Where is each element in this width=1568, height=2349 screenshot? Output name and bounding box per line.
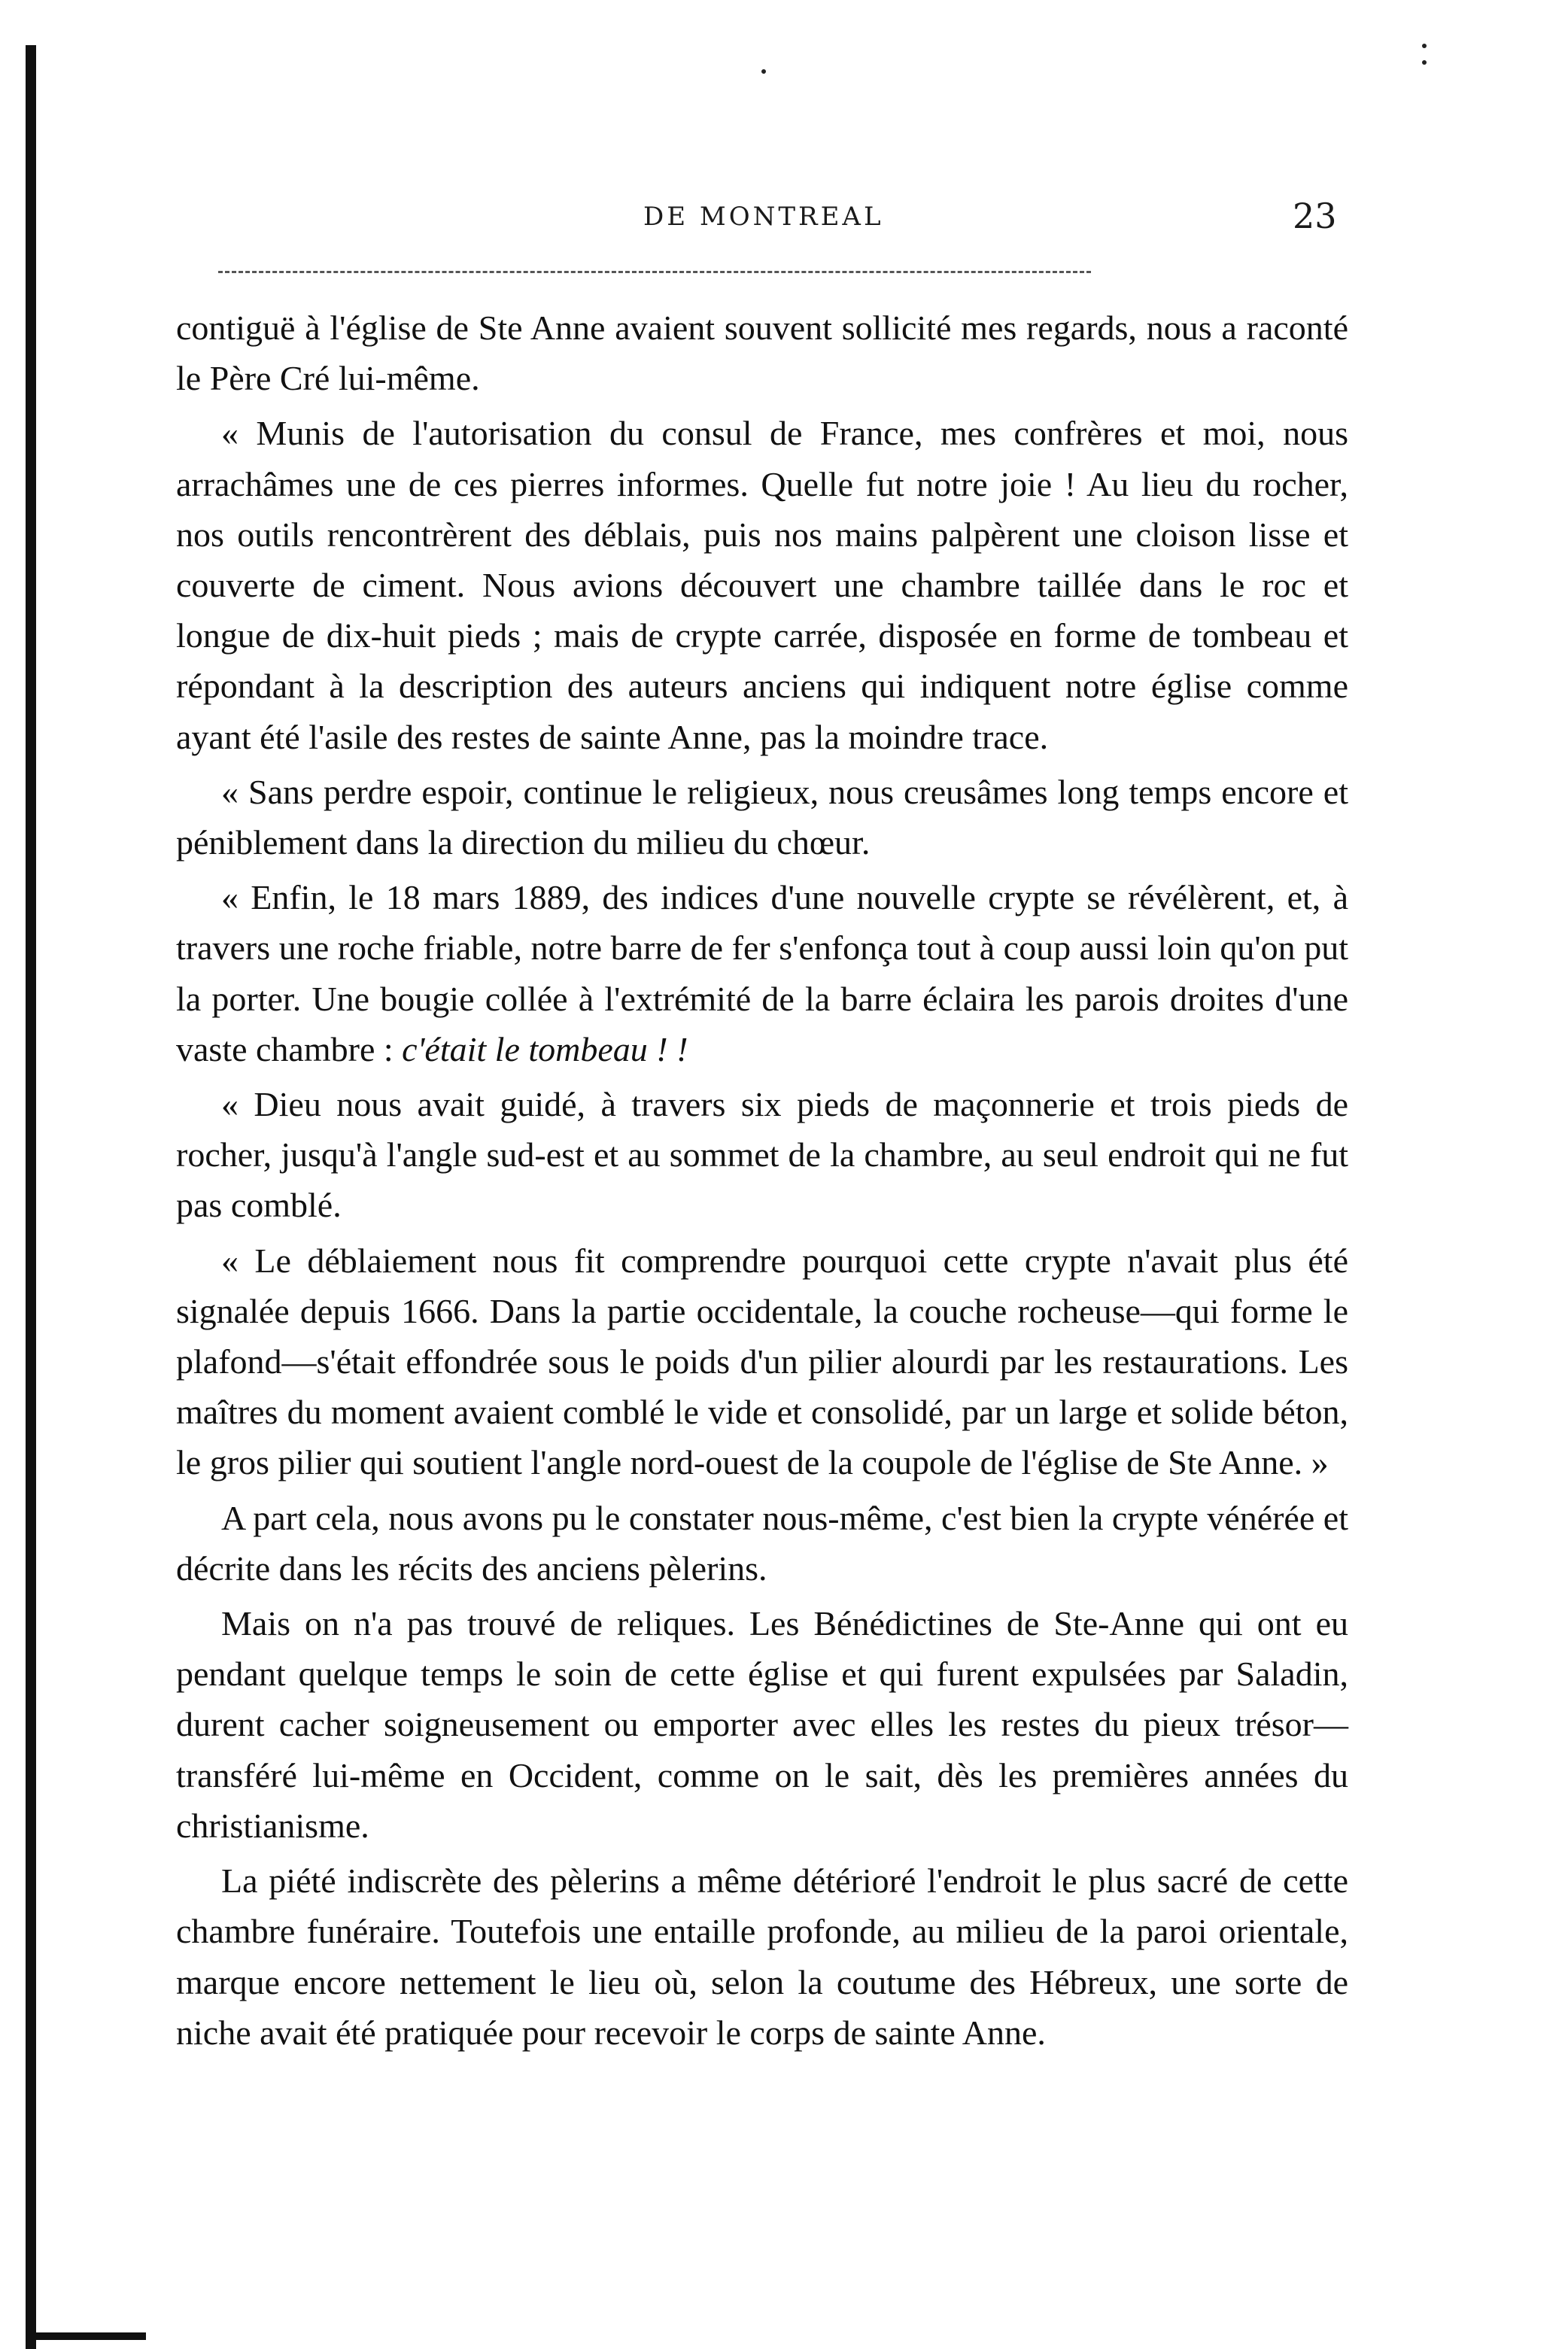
page-number: 23 xyxy=(1293,196,1337,236)
paragraph: La piété indiscrète des pèlerins a même détérioré l'endroit le plus sacré de cette chambre funéraire. Toutefois une entaille profonde, au milieu de la paroi orientale, marque encore nettement le lieu où, selon la coutume des Hébreux, une sorte de niche avait été pratiquée pour recevoir le corps de sainte Anne. xyxy=(176,1861,1348,2052)
paragraph: A part cela, nous avons pu le constater nous-même, c'est bien la crypte vénérée et décrite dans les récits des anciens pèlerins. xyxy=(176,1498,1348,1588)
print-speck xyxy=(1422,44,1427,48)
paragraph: « Munis de l'autorisation du consul de France, mes confrères et moi, nous arrachâmes une de ces pierres informes. Quelle fut notre joie ! Au lieu du rocher, nos outils rencontrèrent des déblais, puis nos mains palpèrent une cloison lisse et couverte de ciment. Nous avions découvert une chambre taillée dans le roc et longue de dix-huit pieds ; mais de crypte carrée, disposée en forme de tombeau et répondant à la description des auteurs anciens qui indiquent notre église comme ayant été l'asile des restes de sainte Anne, pas la moindre trace. xyxy=(176,414,1348,756)
paragraph: Mais on n'a pas trouvé de reliques. Les Bénédictines de Ste-Anne qui ont eu pendant quelque temps le soin de cette église et qui furent expulsées par Saladin, durent cacher soigneusement ou emporter avec elles les restes du pieux trésor—transféré lui-même en Occident, comme on le sait, dès les premières années du christianisme. xyxy=(176,1604,1348,1845)
header-rule xyxy=(218,271,1091,273)
running-title: DE MONTREAL xyxy=(643,202,884,232)
print-speck xyxy=(1422,60,1427,65)
print-speck xyxy=(761,69,766,74)
paragraph: « Sans perdre espoir, continue le religieux, nous creusâmes long temps encore et péniblement dans la direction du milieu du chœur. xyxy=(176,772,1348,862)
paragraph: « Dieu nous avait guidé, à travers six pieds de maçonnerie et trois pieds de rocher, jusqu'à l'angle sud-est et au sommet de la chambre, au seul endroit qui ne fut pas comblé. xyxy=(176,1085,1348,1225)
paragraph-text: « Enfin, le 18 mars 1889, des indices d'une nouvelle crypte se révélèrent, et, à travers une roche friable, notre barre de fer s'enfonça tout à coup aussi loin qu'on put la porter. Une bougie collée à l'extrémité de la barre éclaira les parois droites d'une vaste chambre : xyxy=(176,878,1348,1068)
page-binding-edge xyxy=(26,45,36,2349)
paragraph: « Le déblaiement nous fit comprendre pourquoi cette crypte n'avait plus été signalée depuis 1666. Dans la partie occidentale, la couche rocheuse—qui forme le plafond—s'était effondrée sous le poids d'un pilier alourdi par les restaurations. Les maîtres du moment avaient comblé le vide et consolidé, par un large et solide béton, le gros pilier qui soutient l'angle nord-ouest de la coupole de l'église de Ste Anne. » xyxy=(176,1241,1348,1482)
paragraph xyxy=(176,872,1348,1074)
paragraph: contiguë à l'église de Ste Anne avaient souvent sollicité mes regards, nous a raconté le Père Cré lui-même. xyxy=(176,308,1348,398)
page-header xyxy=(0,196,1568,239)
italic-exclamation: c'était le tombeau ! ! xyxy=(402,1029,688,1068)
body-text xyxy=(176,302,1348,2062)
page-binding-foot xyxy=(26,2332,146,2340)
